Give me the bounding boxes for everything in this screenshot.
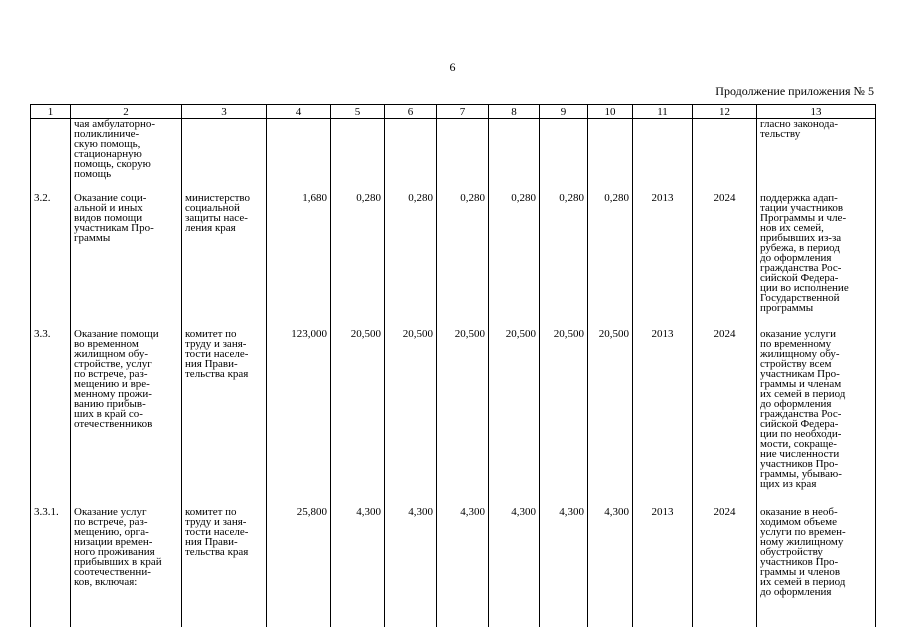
value-col5: 4,300 (331, 503, 385, 627)
executor: министерство социальной защиты насе- ления края (182, 189, 267, 325)
activity-name: Оказание помощи во временном жилищном обу- стройстве, услуг по встрече, раз- мещению и вре- менному прожи- ванию прибыв- ших в край со- отечественников (71, 325, 182, 503)
end-year: 2024 (693, 503, 757, 627)
start-year: 2013 (633, 503, 693, 627)
continuation-caption: Продолжение приложения № 5 (715, 84, 874, 98)
start-year (633, 119, 693, 190)
value-col7: 0,280 (437, 189, 489, 325)
value-col5: 0,280 (331, 189, 385, 325)
column-header: 4 (267, 105, 331, 119)
column-header: 13 (757, 105, 876, 119)
value-col10 (588, 119, 633, 190)
table-row (31, 503, 876, 627)
activity-name: чая амбулаторно- поликлиниче- скую помощь, стационарную помощь, скорую помощь (71, 119, 182, 190)
value-col7 (437, 119, 489, 190)
row-number: 3.3.1. (31, 503, 71, 627)
executor: комитет по труду и заня- тости населе- ния Прави- тельства края (182, 325, 267, 503)
value-col8: 4,300 (489, 503, 540, 627)
value-col6: 20,500 (385, 325, 437, 503)
column-header: 8 (489, 105, 540, 119)
column-header: 7 (437, 105, 489, 119)
column-header: 5 (331, 105, 385, 119)
table-row (31, 119, 876, 190)
column-header: 11 (633, 105, 693, 119)
page-number: 6 (449, 60, 456, 74)
value-col9: 20,500 (540, 325, 588, 503)
value-col9: 0,280 (540, 189, 588, 325)
value-col7: 4,300 (437, 503, 489, 627)
expected-result: поддержка адап- тации участников Программы и чле- нов их семей, прибывших из-за рубежа, в период до оформления гражданства Рос- сийской Федера- ции во исполнение Государственной программы (757, 189, 876, 325)
row-number (31, 119, 71, 190)
expected-result: гласно законода- тельству (757, 119, 876, 190)
start-year: 2013 (633, 325, 693, 503)
value-total: 123,000 (267, 325, 331, 503)
value-total (267, 119, 331, 190)
column-header: 1 (31, 105, 71, 119)
row-number: 3.2. (31, 189, 71, 325)
expected-result: оказание услуги по временному жилищному обу- стройству всем участникам Про- граммы и членам их семей в период до оформления гражданства Рос- сийской Федера- ции по необходи- мости, сокраще- ние численности участников Про- граммы, убываю- щих из края (757, 325, 876, 503)
value-col6: 0,280 (385, 189, 437, 325)
value-col6: 4,300 (385, 503, 437, 627)
column-header: 3 (182, 105, 267, 119)
column-header: 2 (71, 105, 182, 119)
value-col8: 0,280 (489, 189, 540, 325)
column-header: 6 (385, 105, 437, 119)
end-year: 2024 (693, 189, 757, 325)
end-year: 2024 (693, 325, 757, 503)
table-row (31, 189, 876, 325)
value-col8: 20,500 (489, 325, 540, 503)
value-col5: 20,500 (331, 325, 385, 503)
column-header: 12 (693, 105, 757, 119)
table-row (31, 325, 876, 503)
executor (182, 119, 267, 190)
value-total: 25,800 (267, 503, 331, 627)
activity-name: Оказание услуг по встрече, раз- мещению, орга- низации времен- ного проживания прибывших в край соотечественни- ков, включая: (71, 503, 182, 627)
column-header: 10 (588, 105, 633, 119)
value-col5 (331, 119, 385, 190)
value-col10: 4,300 (588, 503, 633, 627)
end-year (693, 119, 757, 190)
value-col10: 20,500 (588, 325, 633, 503)
value-col9 (540, 119, 588, 190)
value-col10: 0,280 (588, 189, 633, 325)
start-year: 2013 (633, 189, 693, 325)
value-col7: 20,500 (437, 325, 489, 503)
activity-name: Оказание соци- альной и иных видов помощи участникам Про- граммы (71, 189, 182, 325)
column-header: 9 (540, 105, 588, 119)
expected-result: оказание в необ- ходимом объеме услуги по времен- ному жилищному обустройству участников Про- граммы и членов их семей в период до оформления (757, 503, 876, 627)
column-number-row (31, 105, 876, 119)
appendix-table (30, 104, 876, 627)
executor: комитет по труду и заня- тости населе- ния Прави- тельства края (182, 503, 267, 627)
value-col8 (489, 119, 540, 190)
value-col9: 4,300 (540, 503, 588, 627)
value-col6 (385, 119, 437, 190)
row-number: 3.3. (31, 325, 71, 503)
value-total: 1,680 (267, 189, 331, 325)
